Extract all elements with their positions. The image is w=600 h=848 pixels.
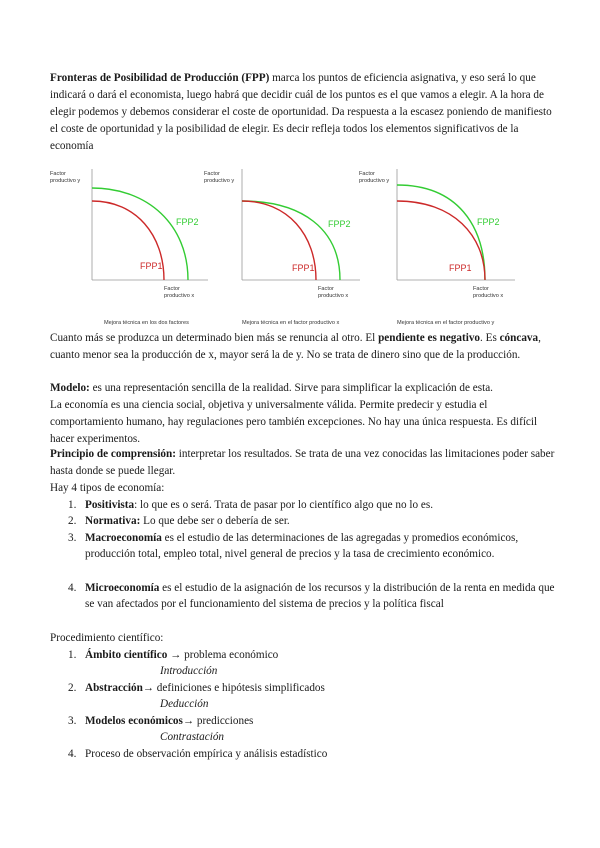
x-axis-label-2: productivo x bbox=[164, 293, 195, 299]
list-number: 2. bbox=[68, 515, 77, 527]
step-subtitle: Deducción bbox=[160, 698, 209, 710]
list-number: 4. bbox=[68, 748, 77, 760]
list-item: Normativa: Lo que debe ser o debería de ser. bbox=[85, 515, 290, 527]
economia-paragraph: La economía es una ciencia social, objetiva y universalmente válida. Permite predecir y estudia el comportamiento humano, hay regulaciones pero también excepciones. No hay una única respuesta. Es difícil hacer experimentos. bbox=[50, 399, 538, 445]
y-axis-label-2: productivo y bbox=[50, 178, 81, 184]
fpp2-label: FPP2 bbox=[176, 217, 199, 227]
list-item: Abstracción→ definiciones e hipótesis simplificados bbox=[85, 682, 325, 694]
fpp2-label: FPP2 bbox=[477, 217, 500, 227]
list-item: Macroeconomía es el estudio de las determinaciones de las agregadas y promedios económicos, producción total, empleo total, nivel general de precios y la tasa de crecimiento económico. bbox=[85, 532, 519, 560]
chart-caption: Mejora técnica en el factor productivo y bbox=[397, 320, 495, 326]
fpp1-label: FPP1 bbox=[140, 261, 163, 271]
intro-text: marca los puntos de eficiencia asignativa, y eso será lo que indicará o dará el economista, luego habrá que decidir cuál de los puntos es el que vamos a elegir. A la hora de elegir podemos y debemos considerar el coste de oportunidad. Da respuesta a la escasez poniendo de manifiesto el coste de oportunidad y la posibilidad de elegir. Es decir refleja todos los elementos significativos de la economía bbox=[50, 72, 552, 152]
list-number: 2. bbox=[68, 682, 77, 694]
fpp-chart-factor-y bbox=[357, 165, 517, 330]
y-axis-label-2: productivo y bbox=[204, 178, 235, 184]
list-item: Proceso de observación empírica y análisis estadístico bbox=[85, 748, 328, 760]
chart-caption: Mejora técnica en los dos factores bbox=[104, 320, 189, 326]
fpp2-curve bbox=[397, 185, 485, 280]
step-subtitle: Contrastación bbox=[160, 731, 225, 743]
list-item: Microeconomía es el estudio de la asignación de los recursos y la distribución de la renta en medida que se van afectados por el funcionamiento del sistema de precios y la política fiscal bbox=[85, 582, 555, 610]
slope-paragraph: Cuanto más se produzca un determinado bien más se renuncia al otro. El pendiente es negativo. Es cóncava, cuanto menor sea la producción de x, mayor será la de y. No se trata de dinero sino que de la producción. bbox=[50, 332, 541, 361]
x-axis-label-2: productivo x bbox=[473, 293, 504, 299]
fpp-charts bbox=[0, 165, 600, 330]
list-number: 1. bbox=[68, 649, 77, 661]
modelo-term: Modelo: bbox=[50, 382, 90, 394]
list-number: 3. bbox=[68, 715, 77, 727]
fpp1-label: FPP1 bbox=[292, 263, 315, 273]
y-axis-label-1: Factor bbox=[359, 171, 375, 177]
fpp2-curve bbox=[242, 201, 340, 280]
list-item: Ámbito científico → problema económico bbox=[85, 649, 279, 661]
x-axis-label-1: Factor bbox=[473, 286, 489, 292]
fpp2-label: FPP2 bbox=[328, 219, 351, 229]
fpp-chart-factor-x bbox=[202, 165, 362, 330]
principio-term: Principio de comprensión: bbox=[50, 448, 176, 460]
x-axis-label-1: Factor bbox=[318, 286, 334, 292]
list-item: Positivista: lo que es o será. Trata de pasar por lo científico algo que no lo es. bbox=[85, 499, 433, 511]
principio-paragraph: Principio de comprensión: interpretar los resultados. Se trata de una vez conocidas las limitaciones poder saber hasta donde se puede llegar. bbox=[50, 448, 555, 477]
concave-term: cóncava bbox=[499, 332, 539, 344]
list-number: 4. bbox=[68, 582, 77, 594]
x-axis-label-1: Factor bbox=[164, 286, 180, 292]
list-number: 1. bbox=[68, 499, 77, 511]
list-number: 3. bbox=[68, 532, 77, 544]
types-intro: Hay 4 tipos de economía: bbox=[50, 482, 165, 494]
fpp-chart-both-factors bbox=[48, 165, 208, 330]
fpp1-label: FPP1 bbox=[449, 263, 472, 273]
x-axis-label-2: productivo x bbox=[318, 293, 349, 299]
y-axis-label-1: Factor bbox=[50, 171, 66, 177]
procedure-title: Procedimiento científico: bbox=[50, 632, 164, 644]
step-subtitle: Introducción bbox=[160, 665, 218, 677]
modelo-paragraph: Modelo: es una representación sencilla de la realidad. Sirve para simplificar la explicación de esta. bbox=[50, 382, 493, 394]
fpp1-curve bbox=[397, 201, 485, 280]
list-item: Modelos económicos→ predicciones bbox=[85, 715, 254, 727]
chart-caption: Mejora técnica en el factor productivo x bbox=[242, 320, 340, 326]
intro-paragraph bbox=[50, 70, 555, 155]
y-axis-label-2: productivo y bbox=[359, 178, 390, 184]
y-axis-label-1: Factor bbox=[204, 171, 220, 177]
negative-slope-term: pendiente es negativo bbox=[378, 332, 481, 344]
fpp-term: Fronteras de Posibilidad de Producción (FPP) bbox=[50, 72, 270, 84]
